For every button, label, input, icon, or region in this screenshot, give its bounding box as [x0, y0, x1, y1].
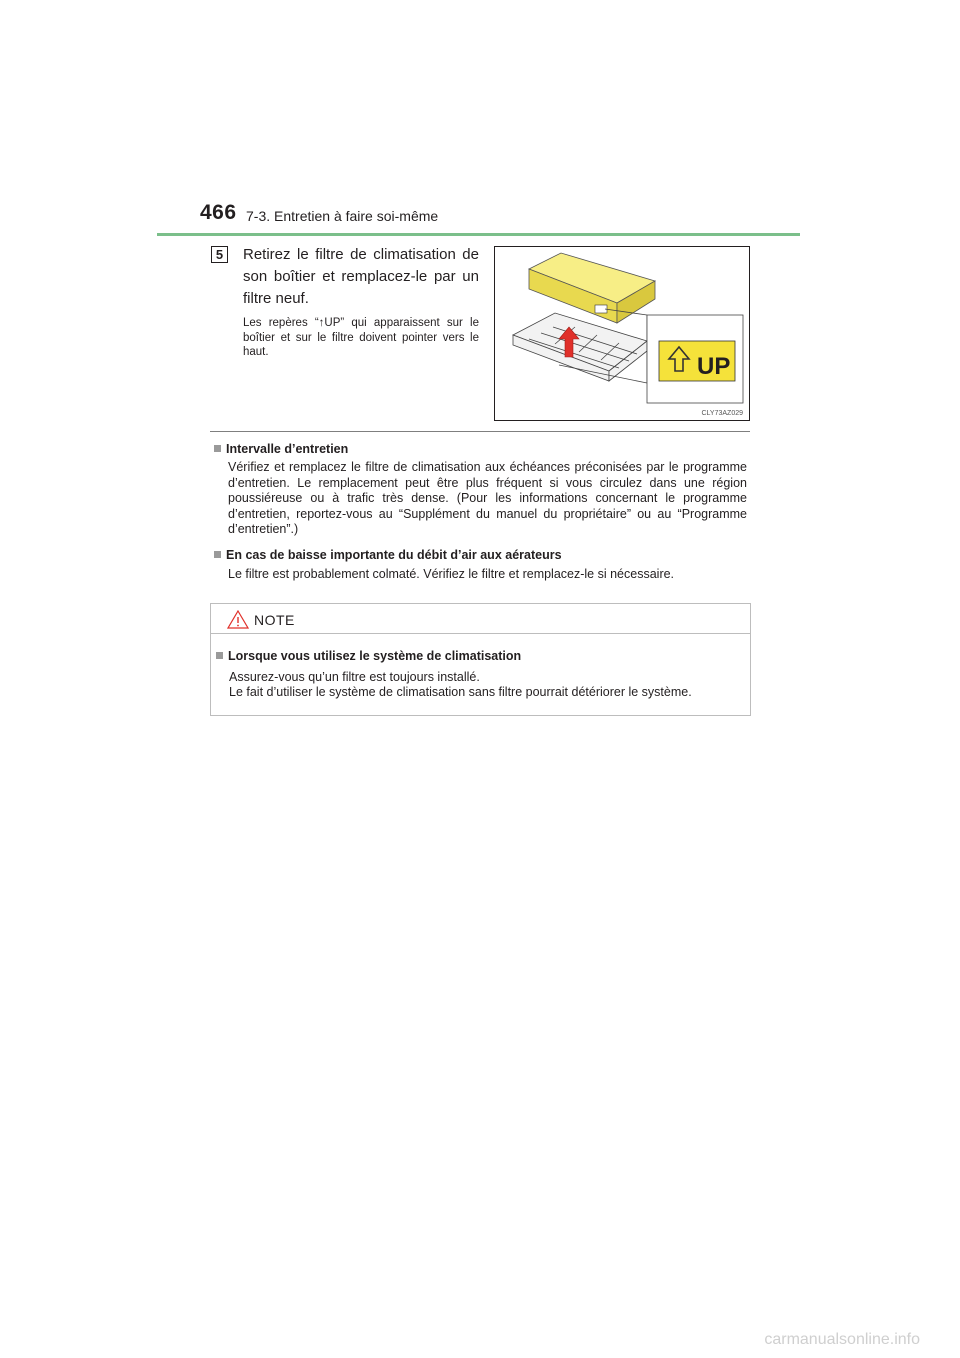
footer-site: carmanualsonline.info — [764, 1331, 920, 1348]
header-rule — [157, 233, 800, 236]
note-label: NOTE — [254, 612, 295, 628]
note-line-2: Le fait d’utiliser le système de climatisation sans filtre pourrait détériorer le système. — [229, 685, 692, 699]
note-header — [211, 604, 750, 634]
page-number: 466 — [200, 201, 237, 224]
filter-replacement-drawing — [495, 247, 749, 420]
warning-triangle-icon — [227, 610, 249, 629]
bullet-square-icon — [214, 551, 221, 558]
section-title: 7-3. Entretien à faire soi-même — [246, 208, 439, 224]
bullet-square-icon — [216, 652, 223, 659]
airflow-drop-text: Le filtre est probablement colmaté. Vérifiez le filtre et remplacez-le si nécessaire. — [228, 567, 675, 581]
filter-element — [529, 253, 655, 323]
step-number-badge: 5 — [211, 246, 228, 263]
up-label-text: UP — [697, 353, 731, 380]
maintenance-interval-text: Vérifiez et remplacez le filtre de climatisation aux échéances préconisées par le programme d’entretien. Le remplacement peut être plus fréquent si vous circulez dans une région poussiéreuse ou à trafic très dense. (Pour les informations concernant le programme d’entretien, reportez-vous au “Supplément du manuel du propriétaire” ou au “Programme d’entretien”.) — [228, 460, 747, 536]
figure-code: CLY73AZ029 — [701, 410, 743, 417]
step-instruction: Retirez le filtre de climatisation de son boîtier et remplacez-le par un filtre neuf. — [243, 246, 479, 307]
maintenance-interval-heading: Intervalle d’entretien — [214, 442, 348, 456]
bullet-square-icon — [214, 445, 221, 452]
note-box — [210, 603, 751, 716]
note-heading: Lorsque vous utilisez le système de climatisation — [216, 649, 521, 663]
note-line-1: Assurez-vous qu’un filtre est toujours installé. — [229, 670, 480, 684]
airflow-drop-heading: En cas de baisse importante du débit d’air aux aérateurs — [214, 548, 562, 562]
step-note: Les repères “↑UP” qui apparaissent sur le boîtier et sur le filtre doivent pointer vers le haut. — [243, 317, 479, 358]
filter-housing — [513, 313, 647, 381]
filter-illustration — [494, 246, 750, 421]
section-rule — [210, 431, 750, 432]
